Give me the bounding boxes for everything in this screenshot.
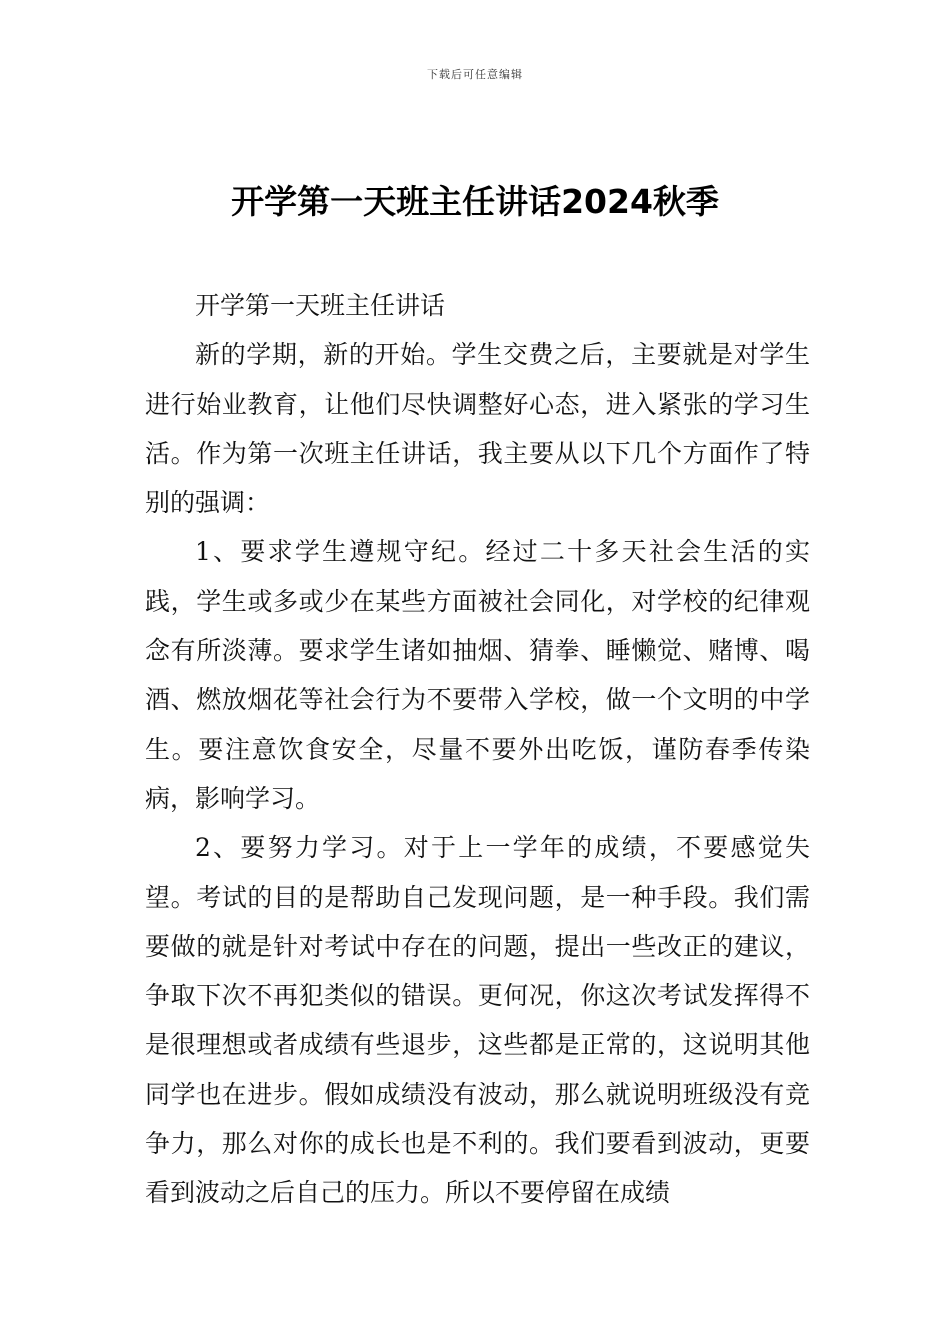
paragraph-point-1: 1、要求学生遵规守纪。经过二十多天社会生活的实践，学生或多或少在某些方面被社会同化，对学校的纪律观念有所淡薄。要求学生诸如抽烟、猜拳、睡懒觉、赌博、喝酒、燃放烟花等社会行为不要带入学校，做一个文明的中学生。要注意饮食安全，尽量不要外出吃饭，谨防春季传染病，影响学习。 (145, 537, 810, 813)
paragraph-intro: 新的学期，新的开始。学生交费之后，主要就是对学生进行始业教育，让他们尽快调整好心态，进入紧张的学习生活。作为第一次班主任讲话，我主要从以下几个方面作了特别的强调： (145, 340, 810, 518)
paragraph-point-2: 2、要努力学习。对于上一学年的成绩，不要感觉失望。考试的目的是帮助自己发现问题，是一种手段。我们需要做的就是针对考试中存在的问题，提出一些改正的建议，争取下次不再犯类似的错误。更何况，你这次考试发挥得不是很理想或者成绩有些退步，这些都是正常的，这说明其他同学也在进步。假如成绩没有波动，那么就说明班级没有竞争力，那么对你的成长也是不利的。我们要看到波动，更要看到波动之后自己的压力。所以不要停留在成绩 (145, 833, 810, 1208)
document-title: 开学第一天班主任讲话2024秋季 (231, 182, 719, 221)
document-body (145, 281, 810, 1218)
paragraph-subtitle: 开学第一天班主任讲话 (195, 291, 446, 320)
header-note: 下载后可任意编辑 (427, 68, 523, 81)
